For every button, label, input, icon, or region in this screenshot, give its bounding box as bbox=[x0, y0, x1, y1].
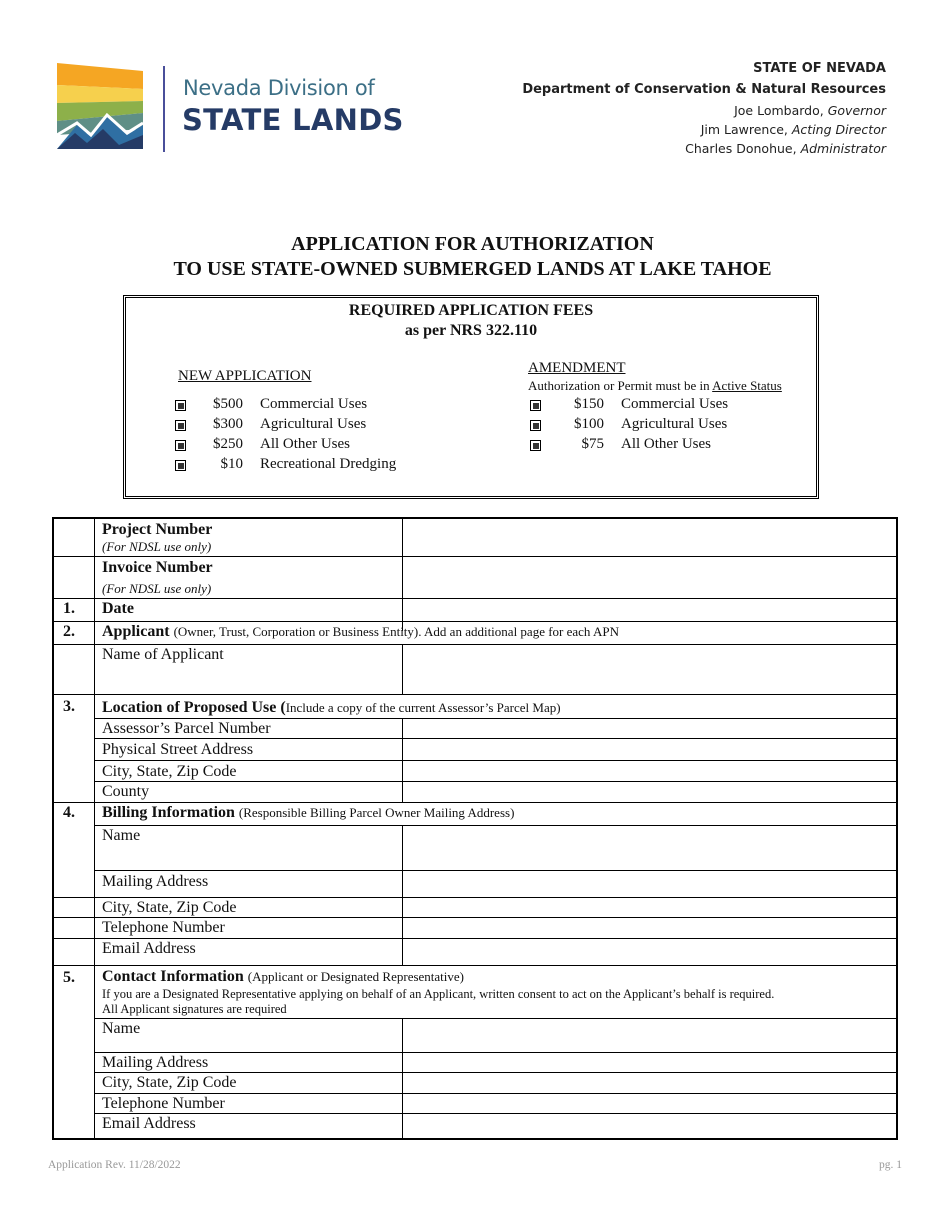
director-name: Jim Lawrence, bbox=[700, 122, 788, 137]
fees-subtitle: as per NRS 322.110 bbox=[404, 322, 538, 339]
fee-label: Agricultural Uses bbox=[260, 416, 367, 432]
contact-signature-note: All Applicant signatures are required bbox=[102, 1002, 287, 1016]
governor-name: Joe Lombardo, bbox=[734, 103, 824, 118]
application-form-table bbox=[52, 517, 898, 1140]
billing-description: (Responsible Billing Parcel Owner Mailing Address) bbox=[238, 805, 515, 820]
governor-title: Governor bbox=[827, 103, 886, 118]
amendment-note-text: Authorization or Permit must be in bbox=[528, 378, 710, 393]
row-divider bbox=[54, 965, 896, 966]
section-number-4: 4. bbox=[63, 804, 75, 821]
invoice-number-note: (For NDSL use only) bbox=[102, 581, 212, 596]
checkbox[interactable] bbox=[530, 420, 541, 431]
row-divider bbox=[94, 718, 896, 719]
division-logo-mark bbox=[57, 63, 143, 149]
parcel-number-label: Assessor’s Parcel Number bbox=[102, 720, 271, 737]
fees-box bbox=[123, 295, 819, 499]
project-number-label: Project Number bbox=[102, 521, 213, 538]
footer-revision: Application Rev. 11/28/2022 bbox=[48, 1159, 181, 1171]
row-divider bbox=[54, 598, 896, 599]
agency-department: Department of Conservation & Natural Resources bbox=[522, 82, 886, 97]
row-divider bbox=[94, 1113, 896, 1114]
section-number-3: 3. bbox=[63, 698, 75, 715]
row-divider bbox=[94, 738, 896, 739]
county-label: County bbox=[102, 783, 150, 800]
logo-text-state-lands: STATE LANDS bbox=[182, 103, 404, 137]
row-divider bbox=[54, 802, 896, 803]
section-number-1: 1. bbox=[63, 600, 75, 617]
logo-divider bbox=[163, 66, 165, 152]
document-title-line2: TO USE STATE-OWNED SUBMERGED LANDS AT LAKE TAHOE bbox=[173, 258, 772, 280]
billing-heading bbox=[102, 804, 514, 822]
row-divider bbox=[94, 760, 896, 761]
agency-state: STATE OF NEVADA bbox=[753, 61, 886, 76]
fee-amount: $150 bbox=[574, 396, 604, 412]
applicant-description: (Owner, Trust, Corporation or Business Entity). Add an additional page for each APN bbox=[173, 624, 619, 639]
fee-label: All Other Uses bbox=[260, 436, 350, 452]
fee-label: Recreational Dredging bbox=[260, 456, 397, 472]
row-divider bbox=[94, 781, 896, 782]
billing-city-state-zip-label: City, State, Zip Code bbox=[102, 899, 237, 916]
fees-title: REQUIRED APPLICATION FEES bbox=[348, 302, 594, 319]
agency-governor bbox=[734, 103, 886, 118]
contact-telephone-label: Telephone Number bbox=[102, 1095, 225, 1112]
checkbox[interactable] bbox=[530, 440, 541, 451]
row-divider bbox=[94, 825, 896, 826]
row-divider bbox=[54, 917, 896, 918]
row-divider bbox=[54, 621, 896, 622]
row-divider bbox=[54, 644, 896, 645]
amendment-heading: AMENDMENT bbox=[528, 360, 626, 376]
fee-amount: $75 bbox=[581, 436, 604, 452]
street-address-label: Physical Street Address bbox=[102, 741, 254, 758]
billing-label: Billing Information bbox=[102, 804, 235, 821]
contact-label: Contact Information bbox=[102, 968, 244, 985]
fee-amount: $250 bbox=[213, 436, 243, 452]
logo-text-division: Nevada Division of bbox=[183, 76, 375, 100]
contact-description: (Applicant or Designated Representative) bbox=[247, 969, 464, 984]
project-number-note: (For NDSL use only) bbox=[102, 539, 212, 554]
agency-director bbox=[701, 122, 886, 137]
applicant-label: Applicant bbox=[102, 623, 170, 640]
column-divider-value bbox=[402, 644, 403, 694]
location-description: Include a copy of the current Assessor’s Parcel Map) bbox=[285, 700, 561, 715]
agency-administrator bbox=[685, 141, 886, 156]
fee-label: All Other Uses bbox=[621, 436, 711, 452]
fee-label: Commercial Uses bbox=[621, 396, 729, 412]
location-label: Location of Proposed Use ( bbox=[102, 699, 286, 716]
location-heading bbox=[102, 699, 561, 717]
fee-amount: $300 bbox=[213, 416, 243, 432]
section-number-5: 5. bbox=[63, 969, 75, 986]
name-of-applicant-label: Name of Applicant bbox=[102, 646, 224, 663]
city-state-zip-label: City, State, Zip Code bbox=[102, 763, 237, 780]
row-divider bbox=[94, 1072, 896, 1073]
date-label: Date bbox=[102, 600, 134, 617]
fee-amount: $500 bbox=[213, 396, 243, 412]
checkbox[interactable] bbox=[530, 400, 541, 411]
contact-name-label: Name bbox=[102, 1020, 141, 1037]
amendment-note bbox=[528, 378, 782, 394]
row-divider bbox=[54, 556, 896, 557]
section-number-2: 2. bbox=[63, 623, 75, 640]
fee-label: Commercial Uses bbox=[260, 396, 368, 412]
column-divider-number bbox=[94, 519, 95, 1140]
admin-name: Charles Donohue, bbox=[685, 141, 797, 156]
row-divider bbox=[94, 1052, 896, 1053]
row-divider bbox=[54, 694, 896, 695]
footer-page-number: pg. 1 bbox=[879, 1159, 902, 1171]
billing-name-label: Name bbox=[102, 827, 141, 844]
contact-city-state-zip-label: City, State, Zip Code bbox=[102, 1074, 237, 1091]
column-divider-value bbox=[402, 519, 403, 631]
contact-mailing-address-label: Mailing Address bbox=[102, 1054, 209, 1071]
fee-label: Agricultural Uses bbox=[621, 416, 728, 432]
amendment-note-active-status: Active Status bbox=[712, 378, 782, 393]
contact-heading bbox=[102, 968, 464, 986]
director-title: Acting Director bbox=[791, 122, 886, 137]
invoice-number-label: Invoice Number bbox=[102, 559, 213, 576]
row-divider bbox=[54, 897, 896, 898]
billing-email-label: Email Address bbox=[102, 940, 196, 957]
row-divider bbox=[94, 870, 896, 871]
billing-mailing-address-label: Mailing Address bbox=[102, 873, 209, 890]
fee-amount: $10 bbox=[220, 456, 243, 472]
contact-email-label: Email Address bbox=[102, 1115, 196, 1132]
row-divider bbox=[94, 1018, 896, 1019]
column-divider-value bbox=[402, 1018, 403, 1140]
applicant-heading bbox=[102, 623, 619, 641]
new-application-heading: NEW APPLICATION bbox=[178, 368, 312, 384]
row-divider bbox=[54, 938, 896, 939]
admin-title: Administrator bbox=[800, 141, 886, 156]
fee-amount: $100 bbox=[574, 416, 604, 432]
document-title-line1: APPLICATION FOR AUTHORIZATION bbox=[291, 233, 654, 255]
column-divider-value bbox=[402, 825, 403, 965]
billing-telephone-label: Telephone Number bbox=[102, 919, 225, 936]
row-divider bbox=[94, 1093, 896, 1094]
contact-consent-note: If you are a Designated Representative applying on behalf of an Applicant, written consent to act on the Applicant’s behalf is required. bbox=[102, 987, 775, 1001]
